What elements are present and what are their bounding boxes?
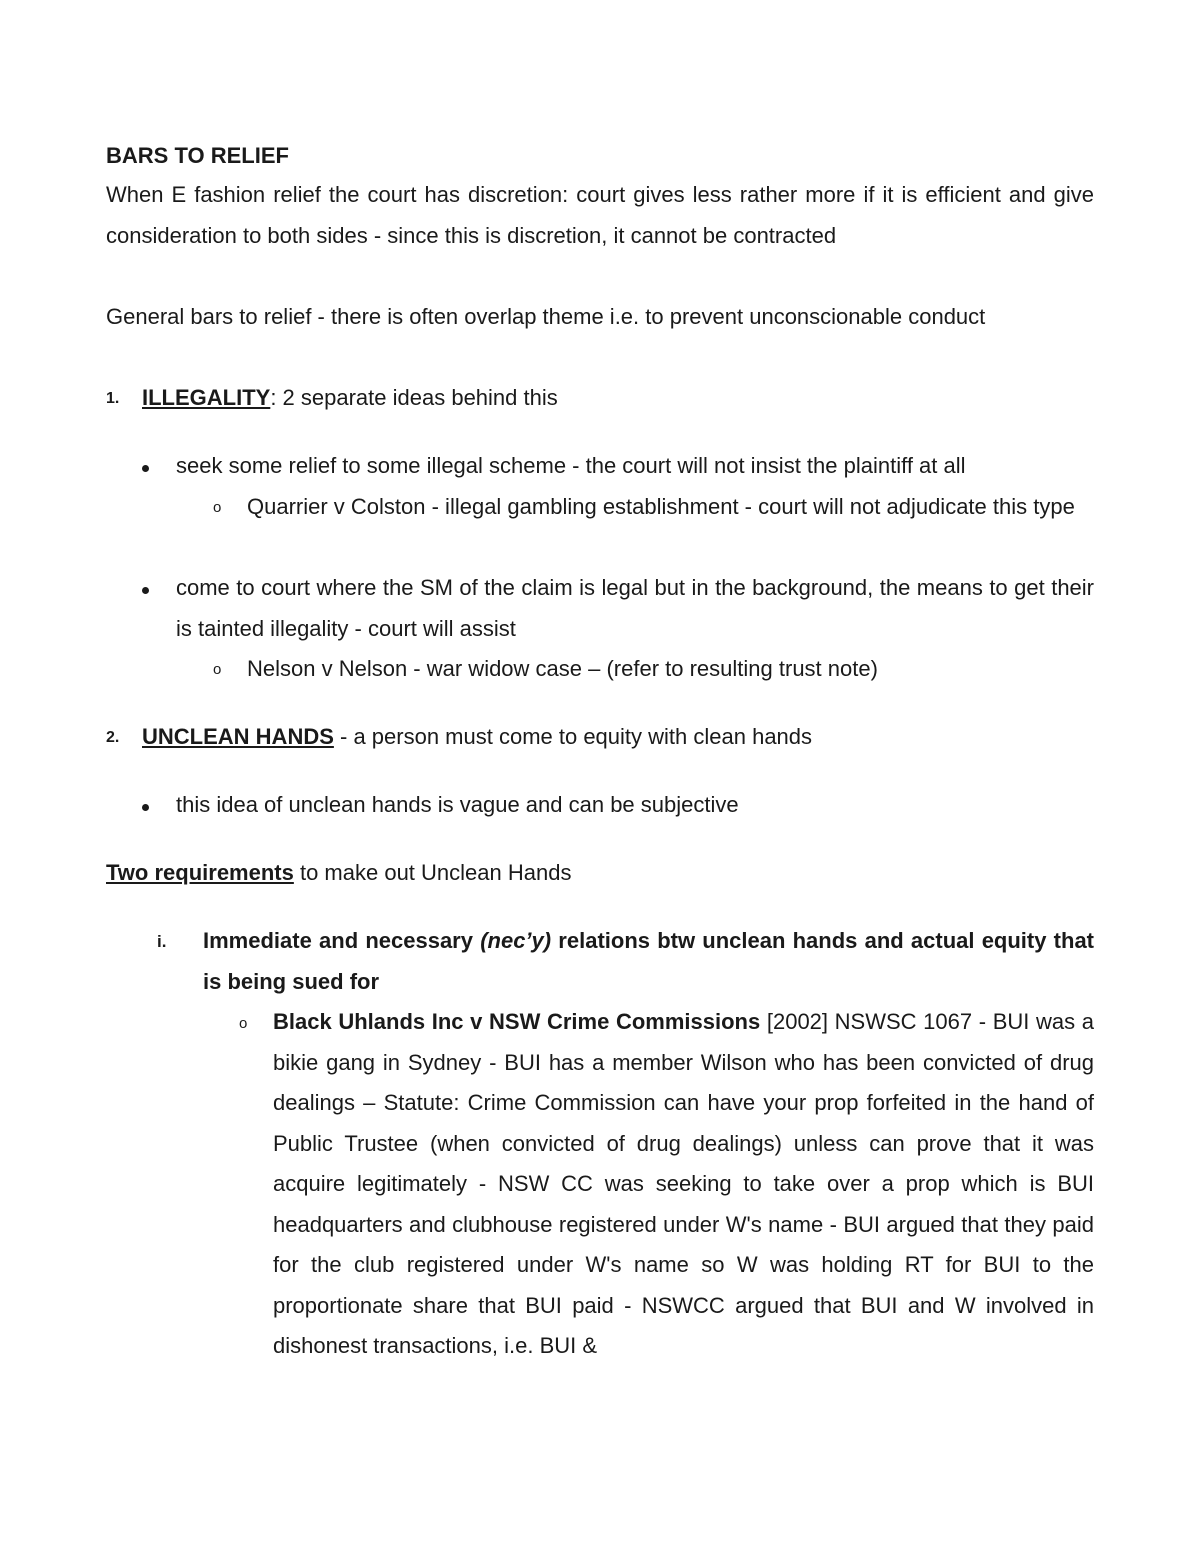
bullet-icon bbox=[142, 465, 149, 472]
general-bars-paragraph: General bars to relief - there is often overlap theme i.e. to prevent unconscionable conduct bbox=[106, 304, 986, 329]
requirement-part: relations btw unclean hands and actual equity that is being sued for bbox=[203, 928, 1095, 994]
circle-bullet-icon: o bbox=[213, 661, 222, 678]
requirements-subtitle: to make out Unclean Hands bbox=[293, 860, 572, 885]
circle-bullet-icon: o bbox=[213, 499, 222, 516]
roman-numeral: i. bbox=[157, 932, 167, 951]
list-item: this idea of unclean hands is vague and can be subjective bbox=[176, 792, 739, 817]
section-number: 1. bbox=[106, 390, 120, 407]
section-number: 2. bbox=[106, 729, 120, 746]
section-title: ILLEGALITY bbox=[142, 385, 271, 410]
section-title: UNCLEAN HANDS bbox=[142, 724, 334, 749]
bullet-icon bbox=[142, 804, 149, 811]
requirement-part: Immediate and necessary bbox=[203, 928, 481, 953]
page-title: BARS TO RELIEF bbox=[106, 143, 289, 168]
list-item: come to court where the SM of the claim is legal but in the background, the means to get their is tainted illegality - court will assist bbox=[176, 575, 1094, 641]
case-paragraph bbox=[273, 1002, 1094, 1367]
case-text: [2002] NSWSC 1067 - BUI was a bikie gang in Sydney - BUI has a member Wilson who has been convicted of drug dealings – Statute: Crime Commission can have your prop forfeited in the hand of Public Trustee (when convicted of drug dealings) unless can prove that it was acquire legitimately - NSW CC was seeking to take over a prop which is BUI headquarters and clubhouse registered under W's name - BUI argued that they paid for the club registered under W's name so W was holding RT for BUI to the proportionate share that BUI paid - NSWCC argued that BUI and W involved in dishonest transactions, i.e. BUI & bbox=[273, 1009, 1094, 1358]
circle-bullet-icon: o bbox=[239, 1015, 248, 1032]
section-heading-unclean-hands bbox=[142, 722, 812, 752]
requirements-heading bbox=[106, 858, 571, 888]
section-subtitle: - a person must come to equity with clean hands bbox=[333, 724, 813, 749]
list-item: seek some relief to some illegal scheme - the court will not insist the plaintiff at all bbox=[176, 453, 966, 478]
requirement-abbrev: (nec’y) bbox=[480, 928, 552, 953]
sub-list-item: Quarrier v Colston - illegal gambling establishment - court will not adjudicate this type bbox=[247, 494, 1075, 519]
bullet-icon bbox=[142, 587, 149, 594]
section-subtitle: : 2 separate ideas behind this bbox=[270, 385, 558, 410]
section-heading-illegality bbox=[142, 383, 558, 413]
requirement-item bbox=[203, 921, 1094, 1002]
sub-list-item: Nelson v Nelson - war widow case – (refer to resulting trust note) bbox=[247, 656, 878, 681]
case-name: Black Uhlands Inc v NSW Crime Commissions bbox=[273, 1009, 761, 1034]
requirements-title: Two requirements bbox=[106, 860, 294, 885]
intro-paragraph: When E fashion relief the court has discretion: court gives less rather more if it is efficient and give consideration to both sides - since this is discretion, it cannot be contracted bbox=[106, 182, 1094, 248]
